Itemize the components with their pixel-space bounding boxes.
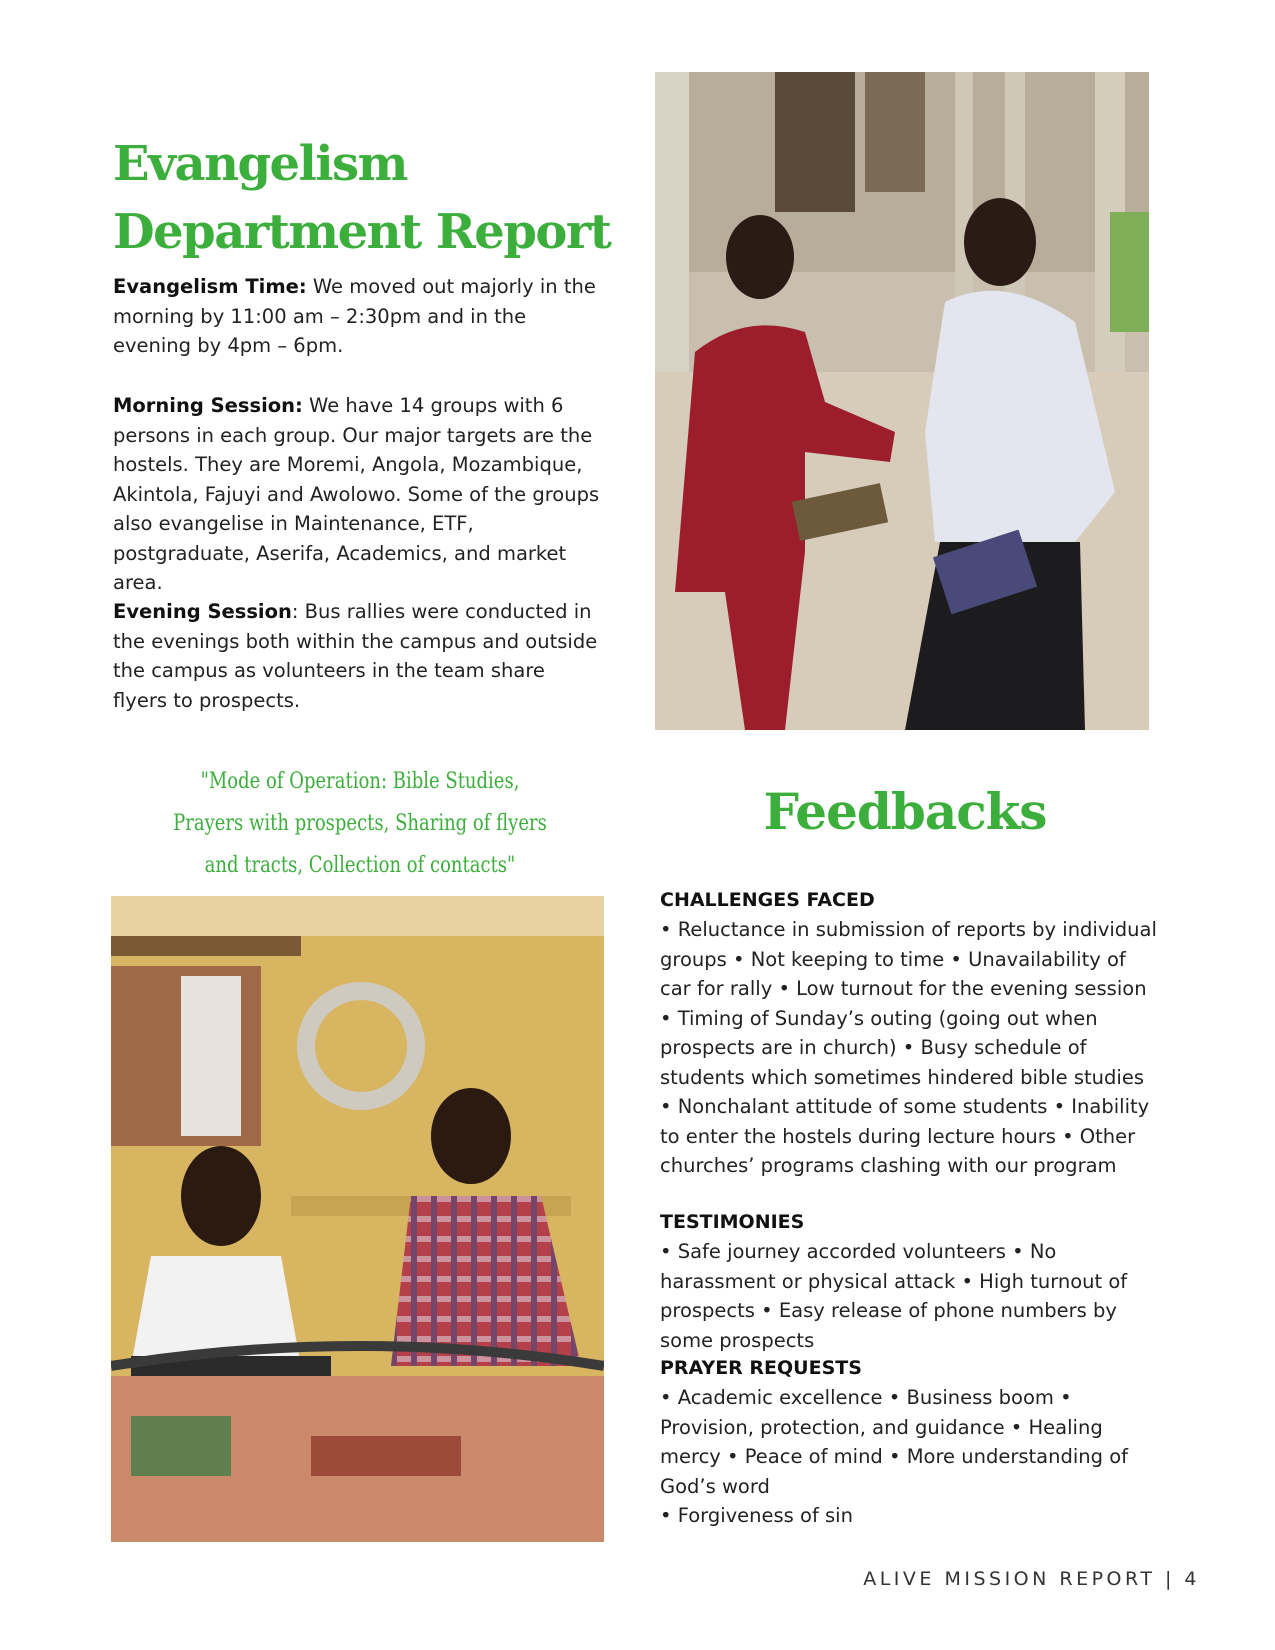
photo-two-men-talking <box>655 72 1149 730</box>
paragraph-evangelism-time <box>113 272 603 361</box>
section-testimonies <box>660 1207 1160 1355</box>
section-heading: PRAYER REQUESTS <box>660 1357 862 1379</box>
section-text: • Academic excellence • Business boom • Provision, protection, and guidance • Healing mercy • Peace of mind • More understanding of God’s word <box>660 1386 1128 1498</box>
paragraph-label: Evangelism Time: <box>113 275 307 298</box>
section-text: • Reluctance in submission of reports by individual groups • Not keeping to time • Unavailability of car for rally • Low turnout for the evening session • Timing of Sunday’s outing (going out when prospects are in church) • Busy schedule of students which sometimes hindered bible studies • Nonchalant attitude of some students • Inability to enter the hostels during lecture hours • Other churches’ programs clashing with our program <box>660 918 1157 1177</box>
paragraph-text: : Bus rallies were conducted in the evenings both within the campus and outside the campus as volunteers in the team share flyers to prospects. <box>113 600 598 712</box>
paragraph-label: Evening Session <box>113 600 292 623</box>
section-heading: CHALLENGES FACED <box>660 889 875 911</box>
photo-bible-study-hostel <box>111 896 604 1542</box>
section-prayer-requests <box>660 1353 1160 1531</box>
page-title-line2: Department Report <box>113 204 611 261</box>
section-challenges <box>660 885 1160 1181</box>
feedbacks-heading: Feedbacks <box>763 782 1047 841</box>
paragraph-label: Morning Session: <box>113 394 303 417</box>
section-text-extra: • Forgiveness of sin <box>660 1504 853 1527</box>
page-footer: ALIVE MISSION REPORT | 4 <box>863 1568 1200 1590</box>
pull-quote: "Mode of Operation: Bible Studies, Prayers with prospects, Sharing of flyers and tracts, Collection of contacts" <box>173 768 547 878</box>
paragraph-text: We have 14 groups with 6 persons in each group. Our major targets are the hostels. They are Moremi, Angola, Mozambique, Akintola, Fajuyi and Awolowo. Some of the groups also evangelise in Maintenance, ETF, postgraduate, Aserifa, Academics, and market area. <box>113 394 600 594</box>
page-title <box>113 130 633 266</box>
paragraph-morning-session <box>113 391 603 598</box>
paragraph-text: We moved out majorly in the morning by 11:00 am – 2:30pm and in the evening by 4pm – 6pm. <box>113 275 596 357</box>
page-title-line1: Evangelism <box>113 136 407 193</box>
section-text: • Safe journey accorded volunteers • No harassment or physical attack • High turnout of prospects • Easy release of phone numbers by some prospects <box>660 1240 1128 1352</box>
section-heading: TESTIMONIES <box>660 1211 805 1233</box>
paragraph-evening-session <box>113 597 603 715</box>
